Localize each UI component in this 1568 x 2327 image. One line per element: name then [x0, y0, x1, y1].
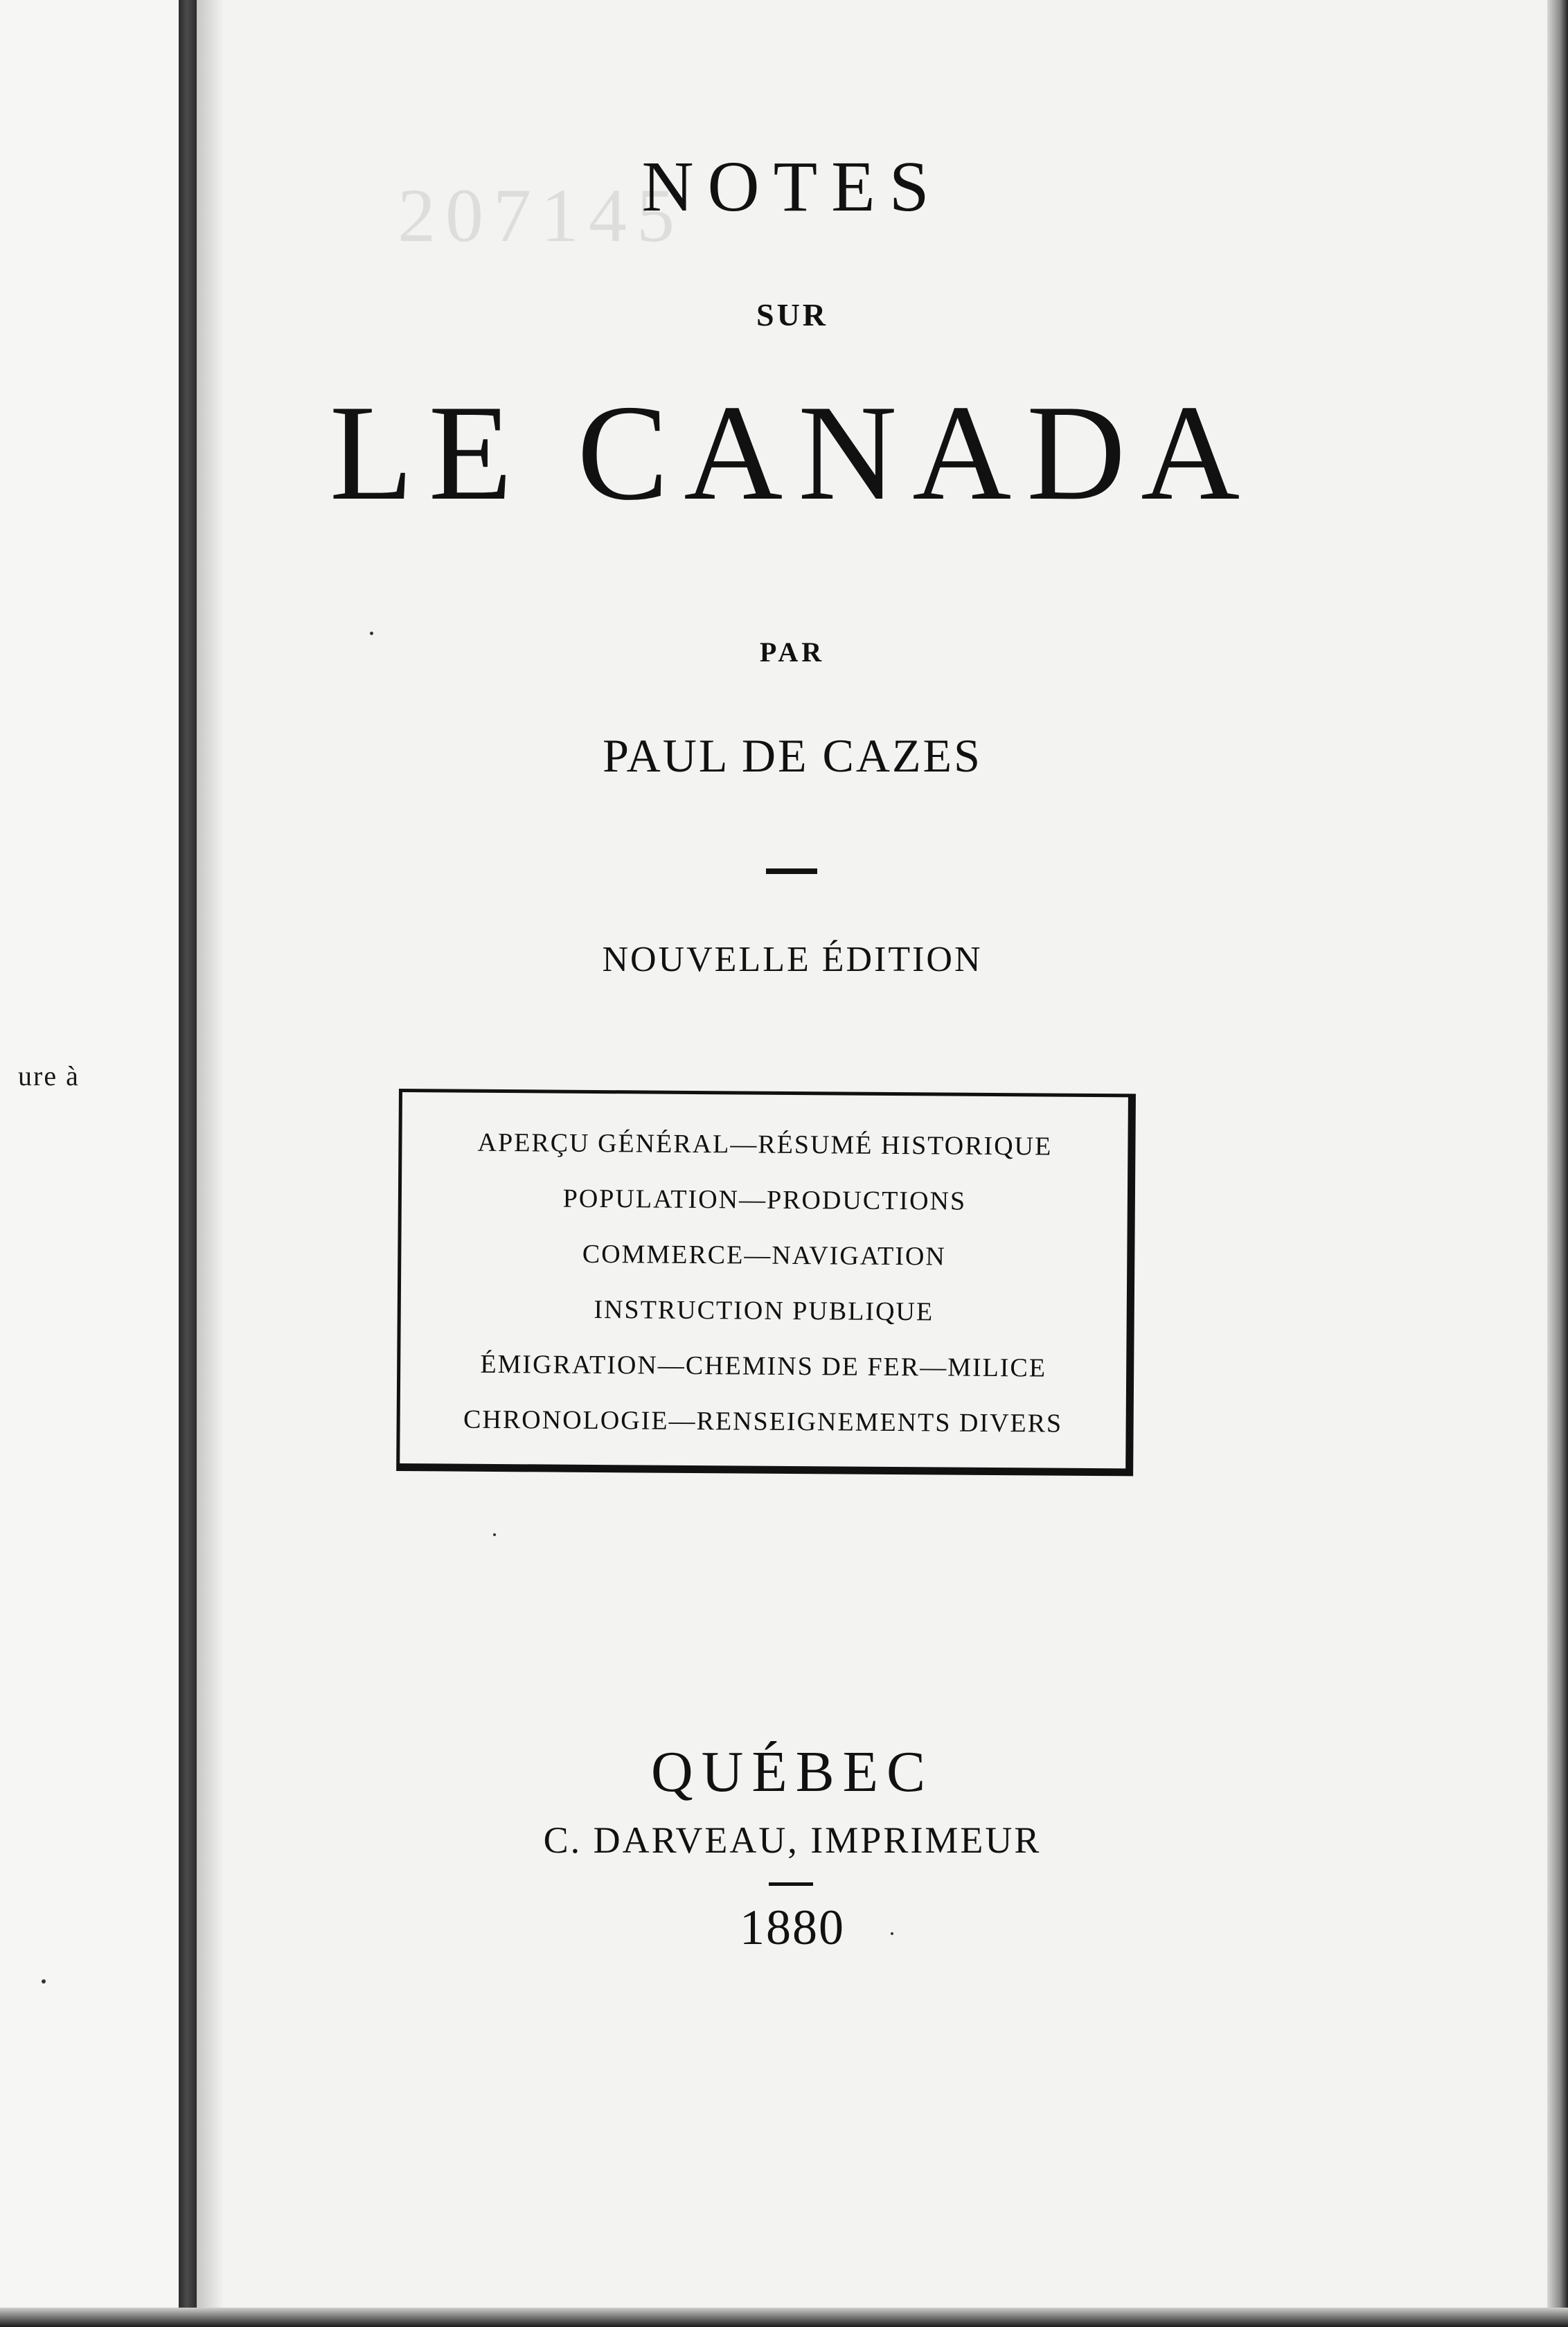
- ink-speck: [891, 1932, 893, 1935]
- contents-line: COMMERCE—NAVIGATION: [582, 1239, 946, 1272]
- byline-par: PAR: [759, 636, 826, 668]
- title-page: [197, 0, 1547, 2308]
- page-bottom-edge: [0, 2308, 1568, 2327]
- title-subject: LE CANADA: [329, 377, 1256, 528]
- author-name: PAUL DE CAZES: [603, 729, 982, 782]
- imprint-year: 1880: [740, 1900, 845, 1955]
- book-gutter: [179, 0, 197, 2327]
- imprint-city: QUÉBEC: [651, 1740, 934, 1804]
- contents-line: CHRONOLOGIE—RENSEIGNEMENTS DIVERS: [463, 1405, 1063, 1438]
- contents-line: POPULATION—PRODUCTIONS: [562, 1184, 967, 1216]
- contents-line: APERÇU GÉNÉRAL—RÉSUMÉ HISTORIQUE: [477, 1127, 1053, 1161]
- imprint-rule: [769, 1882, 813, 1886]
- left-facing-page: [0, 0, 179, 2327]
- edition-statement: NOUVELLE ÉDITION: [602, 940, 983, 979]
- contents-line: INSTRUCTION PUBLIQUE: [594, 1294, 934, 1327]
- title-preposition: SUR: [756, 297, 829, 332]
- left-page-text-fragment: ure à: [18, 1060, 80, 1091]
- ink-speck: [370, 632, 373, 635]
- imprint-printer: C. DARVEAU, IMPRIMEUR: [543, 1819, 1042, 1861]
- ink-speck: [42, 1979, 46, 1983]
- ornamental-rule: [766, 868, 817, 874]
- faint-library-stamp: 207145: [398, 173, 684, 258]
- contents-box: [396, 1089, 1136, 1476]
- page-right-edge: [1547, 0, 1568, 2327]
- contents-line: ÉMIGRATION—CHEMINS DE FER—MILICE: [480, 1349, 1047, 1383]
- ink-speck: [493, 1533, 496, 1536]
- title-notes: NOTES: [641, 147, 943, 226]
